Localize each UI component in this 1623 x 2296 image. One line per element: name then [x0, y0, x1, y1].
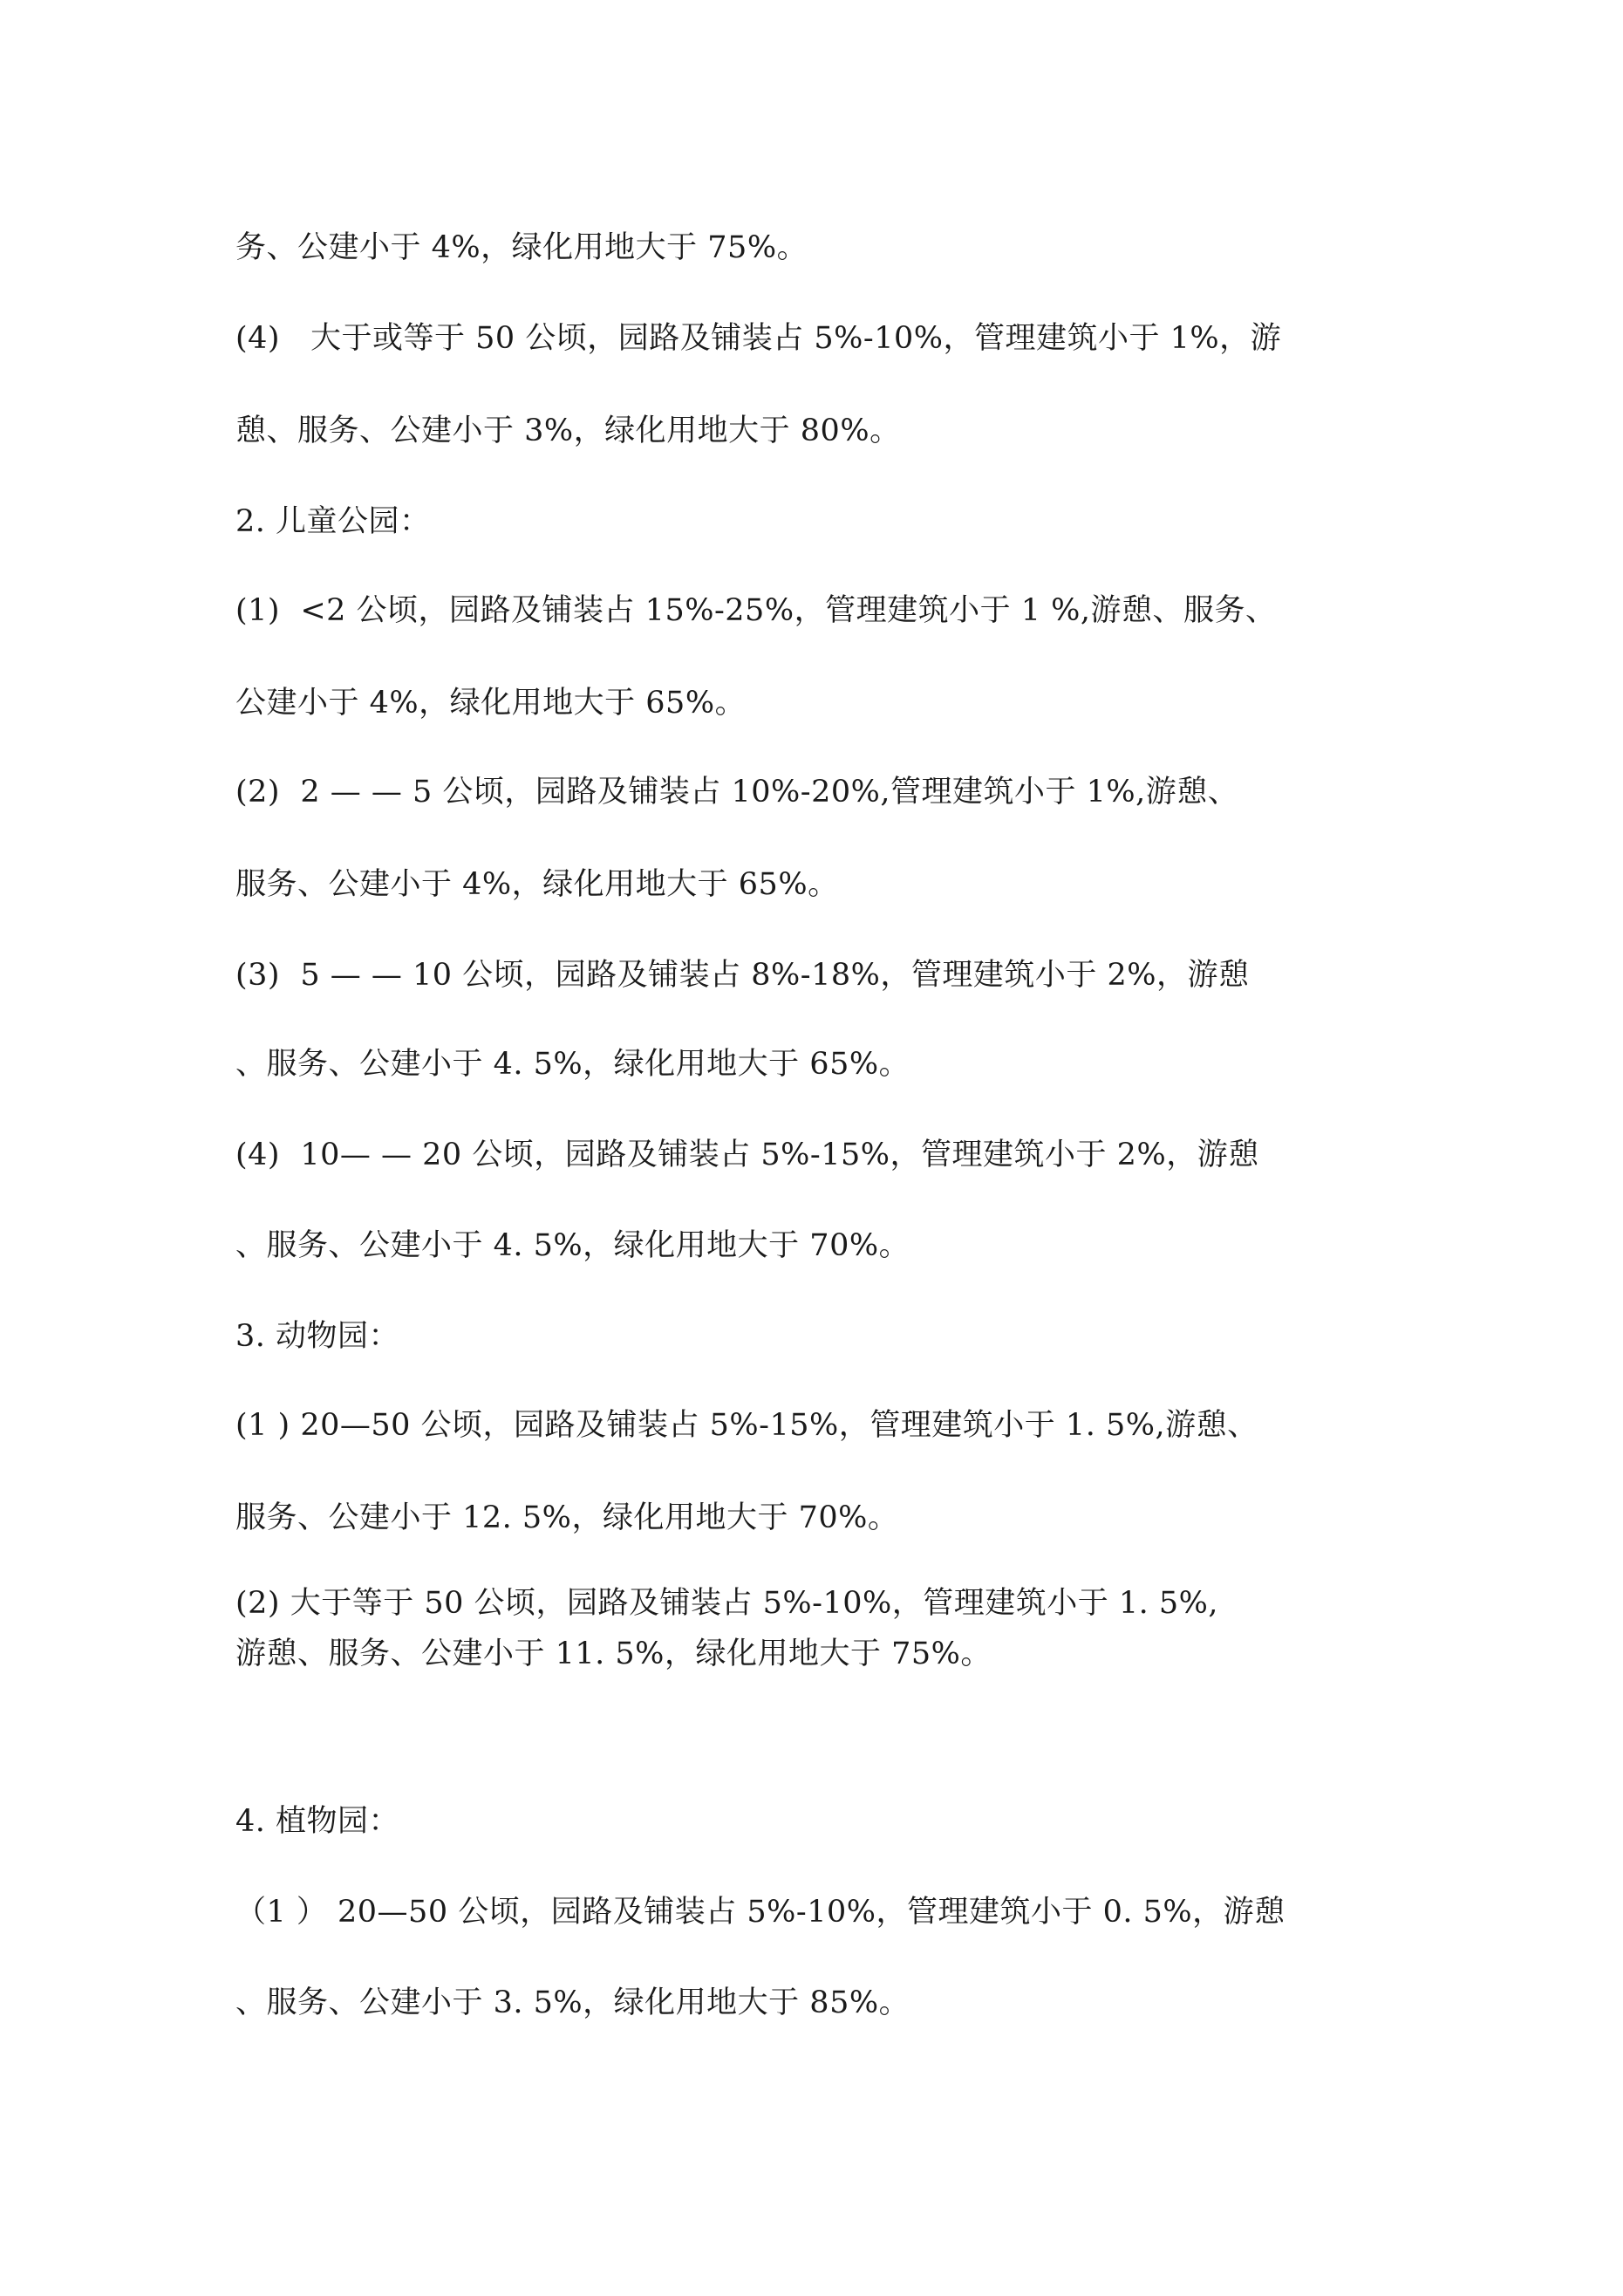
text-line: 游憩、服务、公建小于 11. 5%，绿化用地大于 75%。 [235, 1637, 992, 1671]
text-line: 公建小于 4%，绿化用地大于 65%。 [235, 686, 747, 721]
text-line: (4) 大于或等于 50 公顷，园路及铺装占 5%-10%，管理建筑小于 1%，游 [235, 321, 1282, 356]
text-line: （1 ） 20—50 公顷，园路及铺装占 5%-10%，管理建筑小于 0. 5%，游憩 [235, 1895, 1285, 1930]
text-line: (2) 2 — — 5 公顷，园路及铺装占 10%-20%,管理建筑小于 1%,游憩、 [235, 775, 1239, 810]
text-line: 服务、公建小于 4%，绿化用地大于 65%。 [235, 867, 839, 902]
text-line: (2) 大于等于 50 公顷，园路及铺装占 5%-10%，管理建筑小于 1. 5%, [235, 1586, 1219, 1621]
section-heading: 2. 儿童公园： [235, 504, 431, 539]
text-line: 憩、服务、公建小于 3%，绿化用地大于 80%。 [235, 413, 901, 448]
section-heading: 4. 植物园： [235, 1804, 400, 1839]
section-heading: 3. 动物园： [235, 1319, 400, 1354]
text-line: (4) 10— — 20 公顷，园路及铺装占 5%-15%，管理建筑小于 2%，游憩 [235, 1138, 1259, 1172]
text-line: (3) 5 — — 10 公顷，园路及铺装占 8%-18%，管理建筑小于 2%，游憩 [235, 958, 1250, 993]
text-line: (1 ) 20—50 公顷，园路及铺装占 5%-15%，管理建筑小于 1. 5%,游憩、 [235, 1408, 1258, 1443]
text-line: 、服务、公建小于 3. 5%，绿化用地大于 85%。 [235, 1985, 910, 2020]
text-line: 、服务、公建小于 4. 5%，绿化用地大于 70%。 [235, 1228, 910, 1263]
text-line: 服务、公建小于 12. 5%，绿化用地大于 70%。 [235, 1500, 899, 1535]
text-line: (1) <2 公顷，园路及铺装占 15%-25%，管理建筑小于 1 %,游憩、服务、 [235, 593, 1277, 628]
text-line: 、服务、公建小于 4. 5%，绿化用地大于 65%。 [235, 1047, 910, 1082]
text-line: 务、公建小于 4%，绿化用地大于 75%。 [235, 230, 808, 265]
